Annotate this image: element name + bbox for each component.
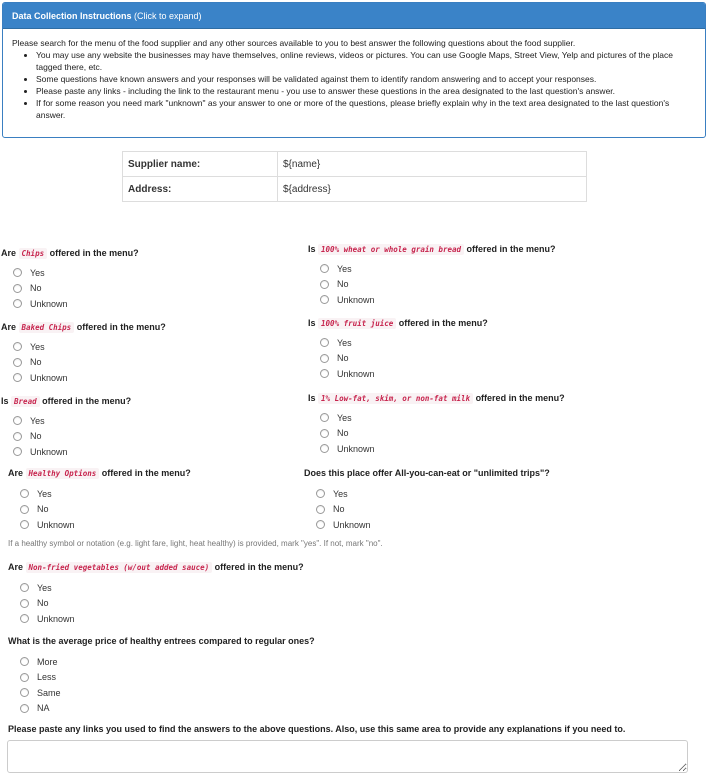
radio-unknown[interactable] [13,447,22,456]
option-label: Yes [337,412,352,423]
radio-no[interactable] [13,284,22,293]
question-wheat-bread-label [308,242,556,261]
supplier-table [122,151,587,202]
option-unknown[interactable] [308,292,556,308]
option-no[interactable] [308,426,565,442]
radio-no[interactable] [316,505,325,514]
option-yes[interactable] [8,486,191,502]
instruction-item: • You may use any website the businesses may have themselves, online reviews, videos or pictures. You can use Google Maps, Street View, Yelp and pictures of the place tagged there, etc. [36,49,696,73]
question-non-fried-vegetables-label [8,560,304,580]
menu-item-fruit-juice: 100% fruit juice [318,318,396,329]
radio-no[interactable] [13,432,22,441]
supplier-address-label: Address: [123,177,278,202]
question-prefix: Are [8,562,24,572]
option-label: No [30,283,42,294]
option-no[interactable] [1,355,166,371]
supplier-name-label: Supplier name: [123,152,278,177]
option-label: No [337,428,349,439]
question-average-price-label: What is the average price of healthy entrees compared to regular ones? [8,636,315,646]
menu-item-wheat-bread: 100% wheat or whole grain bread [318,244,464,255]
radio-unknown[interactable] [20,614,29,623]
radio-no[interactable] [320,354,329,363]
supplier-address-row [123,177,587,202]
instructions-title: Data Collection Instructions [12,11,132,21]
radio-no[interactable] [20,599,29,608]
question-chips [1,246,139,312]
question-suffix: offered in the menu? [475,393,565,403]
question-suffix: offered in the menu? [49,248,139,258]
radio-yes[interactable] [13,342,22,351]
option-label: Unknown [30,446,68,457]
radio-no[interactable] [20,505,29,514]
radio-yes[interactable] [320,413,329,422]
instruction-item: • Please paste any links - including the link to the restaurant menu - you use to answer these questions in the area designated to the last question's answer. [36,85,696,97]
option-label: No [333,504,345,515]
supplier-name-value: ${name} [278,152,587,177]
question-all-you-can-eat [304,466,550,533]
option-unknown[interactable] [8,611,304,627]
radio-unknown[interactable] [320,295,329,304]
question-bread [1,394,131,460]
radio-unknown[interactable] [316,520,325,529]
instructions-list [12,49,696,121]
radio-yes[interactable] [320,338,329,347]
option-yes[interactable] [1,413,131,429]
instructions-toggle[interactable] [3,3,705,29]
radio-more[interactable] [20,657,29,666]
question-healthy-options [8,466,191,533]
option-label: More [37,656,58,667]
option-less[interactable] [8,670,315,686]
question-suffix: offered in the menu? [466,244,556,254]
option-no[interactable] [8,502,191,518]
option-unknown[interactable] [1,370,166,386]
menu-item-baked-chips: Baked Chips [19,322,75,333]
option-unknown[interactable] [304,517,550,533]
radio-yes[interactable] [20,489,29,498]
question-suffix: offered in the menu? [101,468,191,478]
option-na[interactable] [8,701,315,717]
option-label: Same [37,687,61,698]
question-non-fried-vegetables [8,560,304,627]
option-label: Yes [337,263,352,274]
option-label: Unknown [30,372,68,383]
option-yes[interactable] [308,335,488,351]
menu-item-milk: 1% Low-fat, skim, or non-fat milk [318,393,473,404]
question-healthy-options-label [8,466,191,486]
option-no[interactable] [304,502,550,518]
option-no[interactable] [308,277,556,293]
question-fruit-juice [308,316,488,382]
question-prefix: Are [1,248,17,258]
option-label: Yes [333,488,348,499]
option-label: Less [37,672,57,683]
question-prefix: Is [308,244,316,254]
question-baked-chips-label [1,320,166,339]
instructions-body [3,29,705,121]
radio-unknown[interactable] [13,373,22,382]
radio-unknown[interactable] [20,520,29,529]
option-no[interactable] [308,351,488,367]
option-unknown[interactable] [308,366,488,382]
question-prefix: Are [8,468,24,478]
option-label: Yes [30,415,45,426]
option-label: Yes [37,582,52,593]
question-bread-label [1,394,131,413]
option-label: No [30,357,42,368]
links-textarea[interactable] [7,740,688,773]
option-yes[interactable] [304,486,550,502]
question-suffix: offered in the menu? [42,396,132,406]
question-average-price [8,634,315,716]
radio-yes[interactable] [320,264,329,273]
option-yes[interactable] [308,261,556,277]
instruction-item: • If for some reason you need mark "unknown" as your answer to one or more of the questions, please briefly explain why in the text area designated to the last question's answer. [36,97,696,121]
option-label: Unknown [333,519,371,530]
supplier-name-row [123,152,587,177]
question-prefix: Is [308,318,316,328]
instructions-panel [2,2,706,138]
menu-item-healthy-options: Healthy Options [26,468,100,479]
question-prefix: Is [1,396,9,406]
option-label: Yes [30,267,45,278]
radio-unknown[interactable] [320,369,329,378]
option-no[interactable] [1,429,131,445]
question-prefix: Are [1,322,17,332]
option-yes[interactable] [1,265,139,281]
question-milk [308,391,565,457]
option-label: No [37,504,49,515]
radio-no[interactable] [13,358,22,367]
question-links-label: Please paste any links you used to find the answers to the above questions. Also, use this same area to provide any explanations if you need to. [8,724,626,734]
option-label: Yes [337,337,352,348]
option-more[interactable] [8,654,315,670]
question-suffix: offered in the menu? [398,318,488,328]
menu-item-chips: Chips [19,248,48,259]
radio-same[interactable] [20,688,29,697]
option-yes[interactable] [308,410,565,426]
instructions-toggle-hint: (Click to expand) [134,11,202,21]
option-label: No [337,279,349,290]
option-label: Unknown [337,294,375,305]
radio-less[interactable] [20,673,29,682]
radio-na[interactable] [20,704,29,713]
option-label: Unknown [37,613,75,624]
radio-yes[interactable] [316,489,325,498]
question-suffix: offered in the menu? [76,322,166,332]
question-chips-label [1,246,139,265]
option-label: Unknown [37,519,75,530]
instruction-item: • Some questions have known answers and your responses will be validated against them to identify random answering and to accept your responses. [36,73,696,85]
question-all-you-can-eat-label: Does this place offer All-you-can-eat or "unlimited trips"? [304,468,550,478]
option-unknown[interactable] [1,296,139,312]
option-label: Yes [37,488,52,499]
option-label: Yes [30,341,45,352]
option-no[interactable] [8,596,304,612]
radio-yes[interactable] [13,416,22,425]
option-label: No [30,431,42,442]
option-no[interactable] [1,281,139,297]
option-yes[interactable] [8,580,304,596]
radio-no[interactable] [320,429,329,438]
option-yes[interactable] [1,339,166,355]
option-label: Unknown [337,368,375,379]
option-label: Unknown [337,443,375,454]
question-prefix: Is [308,393,316,403]
question-wheat-bread [308,242,556,308]
option-unknown[interactable] [308,441,565,457]
healthy-options-help-text: If a healthy symbol or notation (e.g. light fare, light, heat healthy) is provided, mark "yes". If not, mark "no". [8,539,383,548]
instructions-intro: Please search for the menu of the food supplier and any other sources available to you to best answer the following questions about the food supplier. [12,38,576,48]
radio-yes[interactable] [13,268,22,277]
menu-item-bread: Bread [11,396,40,407]
radio-unknown[interactable] [13,299,22,308]
supplier-address-value: ${address} [278,177,587,202]
radio-unknown[interactable] [320,444,329,453]
option-same[interactable] [8,685,315,701]
option-label: No [37,598,49,609]
radio-yes[interactable] [20,583,29,592]
question-baked-chips [1,320,166,386]
question-suffix: offered in the menu? [214,562,304,572]
radio-no[interactable] [320,280,329,289]
menu-item-non-fried-vegetables: Non-fried vegetables (w/out added sauce) [26,562,213,573]
option-label: No [337,353,349,364]
option-unknown[interactable] [1,444,131,460]
question-milk-label [308,391,565,410]
option-unknown[interactable] [8,517,191,533]
question-fruit-juice-label [308,316,488,335]
question-links [8,724,625,734]
option-label: NA [37,703,50,714]
option-label: Unknown [30,298,68,309]
